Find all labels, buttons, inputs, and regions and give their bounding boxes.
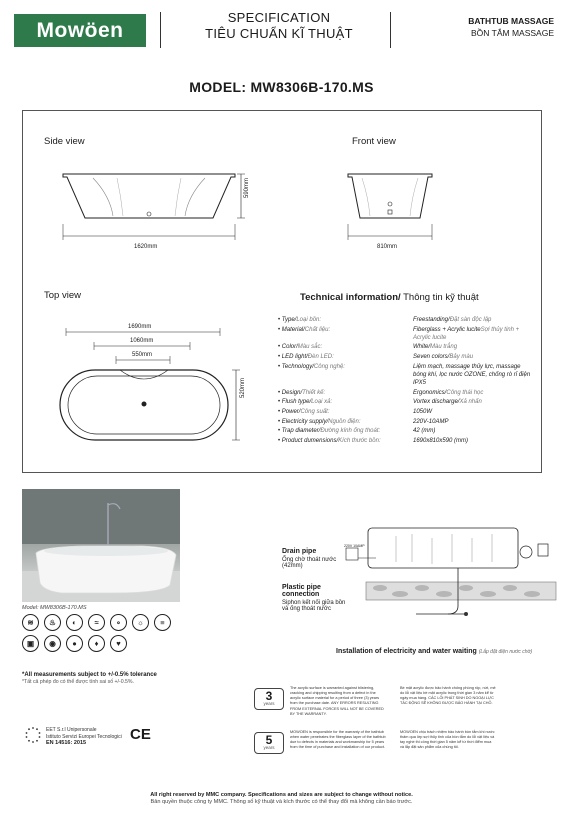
spec-value [413, 326, 532, 342]
install-title-en: Installation of electricity and water waiting [336, 648, 477, 655]
tech-title-en: Technical information/ [300, 292, 401, 303]
spec-value-vi: Màu trắng [430, 344, 458, 351]
side-width-label: 1620mm [134, 244, 158, 250]
drain-title: Drain pipe [282, 548, 317, 555]
side-height-label: 590mm [244, 177, 250, 198]
footer-vi: Bản quyền thuộc công ty MMC. Thông số kỹ thuật và kích thước có thể thay đổi mà không cần báo trước. [150, 799, 413, 805]
spec-value-en: 1050W [413, 409, 433, 416]
spec-row [278, 389, 532, 397]
spec-label-vi: Đường kính ống thoát: [320, 428, 381, 435]
side-view-drawing [55, 166, 250, 256]
tech-title-vi: Thông tin kỹ thuật [400, 292, 479, 303]
warranty-5-text-vi: MOWOEN chịu trách nhiệm bảo hành bồn tắm khi nước thấm qua lớp sợi thủy tinh của bồn tắm do lỗi vật liệu và tay nghề thi công thời gian 5 năm kể từ thời điểm mua và lắp đặt sản phẩm của chúng tôi. [400, 730, 495, 750]
spec-label [278, 408, 413, 416]
spec-label [278, 418, 413, 426]
spec-value-en: Fiberglass + Acrylic lucite [413, 326, 481, 333]
jet-icon: ≡ [154, 614, 171, 631]
spec-row [278, 437, 532, 445]
spec-value-vi: Sợi thủy tinh + Acrylic lucite [413, 326, 520, 341]
spec-label-en: Technology/ [281, 363, 314, 370]
feature-icons [22, 614, 182, 654]
spec-value-en: Seven colors/ [413, 354, 450, 361]
spec-label [278, 353, 413, 361]
spec-value-en: 1690x810x590 (mm) [413, 438, 469, 445]
spec-row [278, 408, 532, 416]
spec-value-vi: Đặt sàn độc lập [449, 317, 492, 323]
top-depth-label: 520mm [240, 377, 246, 398]
spec-label-vi: Thiết kế: [302, 389, 326, 396]
spec-label [278, 343, 413, 351]
spec-value [413, 437, 532, 445]
spec-label-en: LED light/ [281, 354, 308, 361]
led-icon: ◐ [66, 614, 83, 631]
spec-value-en: Freestanding/ [413, 317, 450, 323]
spec-label-vi: Loại bồn: [296, 317, 322, 323]
warranty-5-years: 5 [265, 733, 273, 747]
spec-row [278, 398, 532, 406]
spec-label-en: Electricity supply/ [281, 418, 329, 425]
temperature-icon: ☼ [132, 614, 149, 631]
spec-label-en: Power/ [281, 409, 301, 416]
certification-block [46, 727, 122, 747]
eu-stars-icon [24, 726, 42, 744]
category-block [404, 16, 554, 38]
warranty-3-text-vi: Bề mặt acrylic được bảo hành chống phồng rộp, nứt, mẻ do lỗi vật liệu bề mặt acrylic trong thời gian 3 năm kể từ ngày mua hàng. CÁC LỖI PHÁT SINH DO NGOẠI LỰC TÁC ĐỘNG SẼ KHÔNG ĐƯỢC BẢO HÀNH TẠI CHỖ. [400, 686, 496, 706]
drain-desc: Ống chờ thoát nước (42mm) [282, 557, 337, 569]
category-en: BATHTUB MASSAGE [468, 16, 554, 26]
ce-mark: CE [130, 726, 151, 743]
bathtub-photo-illustration [22, 489, 180, 602]
spec-label [278, 316, 413, 324]
plastic-desc: Siphon kết nối giữa bồn và ống thoát nước [282, 600, 346, 612]
spec-label-vi: Màu sắc: [297, 344, 323, 351]
spec-label-vi: Loại xả: [311, 399, 333, 406]
cert-standard: EN 14516: 2015 [46, 740, 87, 746]
spec-row [278, 326, 532, 342]
spec-value [413, 398, 532, 406]
spec-label [278, 326, 413, 334]
warranty-3-years: 3 [265, 689, 273, 703]
front-view-drawing [340, 166, 440, 256]
shield-icon: ♥ [110, 635, 127, 652]
cert-line2: Istituto Servizi Europei Tecnologici [46, 733, 122, 740]
spec-value-en: Liệm mạch, massage thủy lực, massage bóng khí, lọc nước OZONE, chống rò rỉ điện IPX5 [413, 363, 531, 387]
spec-value [413, 363, 532, 387]
spec-row [278, 363, 532, 387]
top-dim-1060: 1060mm [130, 338, 154, 344]
spec-label [278, 398, 413, 406]
measurement-note [22, 672, 157, 685]
pump-icon: ◉ [44, 635, 61, 652]
spec-label [278, 437, 413, 445]
power-tag: 220V 10AMP [344, 544, 365, 548]
footer [0, 792, 563, 805]
warranty-3-unit: years [263, 701, 275, 706]
measurement-en: *All measurements subject to +/-0.5% tolerance [22, 672, 157, 678]
spec-value-en: Ergonomics/ [413, 389, 447, 396]
spec-value [413, 343, 532, 351]
spec-label-en: Product dumensions/ [281, 438, 339, 445]
water-icon: ≈ [88, 614, 105, 631]
product-photo [22, 489, 180, 602]
spec-label-en: Flush type/ [281, 399, 312, 406]
spec-label [278, 363, 413, 371]
tech-spec-list [278, 316, 532, 447]
front-width-label: 810mm [377, 244, 398, 250]
spec-label [278, 389, 413, 397]
bubble-icon: ∘ [110, 614, 127, 631]
massage-icon: ≋ [22, 614, 39, 631]
spec-value [413, 427, 532, 435]
spec-label-vi: Đèn LED: [307, 354, 334, 361]
install-title [336, 648, 532, 655]
header-divider-2 [390, 12, 391, 48]
title-vi: TIÊU CHUẨN KĨ THUẬT [205, 26, 353, 41]
spec-label-vi: Công suất: [300, 409, 330, 416]
spec-label [278, 427, 413, 435]
heater-icon: ♦ [88, 635, 105, 652]
warranty-5-badge [254, 732, 284, 754]
spec-value [413, 389, 532, 397]
remote-icon: ▣ [22, 635, 39, 652]
spec-value-en: Vortex discharge/ [413, 399, 460, 406]
spec-label-en: Color/ [281, 344, 298, 351]
header-title-block [172, 10, 386, 41]
spec-label-en: Type/ [281, 317, 297, 323]
model-title: MODEL: MW8306B-170.MS [189, 79, 374, 95]
spec-value [413, 316, 532, 324]
category-vi: BỒN TẮM MASSAGE [471, 28, 554, 38]
spec-label-en: Trap diameter/ [281, 428, 321, 435]
spec-value [413, 418, 532, 426]
spec-label-vi: Kích thước bồn: [338, 438, 381, 445]
spec-row [278, 418, 532, 426]
spec-label-vi: Công nghệ: [313, 363, 345, 370]
warranty-5-text-en: MOWOEN is responsible for the warranty of the bathtub when water penetrates the fiberglass layer of the bathtub due to defects in materials and workmanship for 5 years from the time of purchase and installation of our product. [290, 730, 386, 750]
drain-pipe-block [282, 548, 348, 569]
light-icon: ● [66, 635, 83, 652]
footer-en: All right reserved by MMC company. Specifications and sizes are subject to change without notice. [150, 792, 413, 798]
spec-value-vi: Công thái học [446, 389, 484, 396]
spec-value-vi: Xả nhấn [459, 399, 482, 406]
top-dim-550: 550mm [132, 352, 153, 358]
photo-caption: Model: MW8306B-170.MS [22, 605, 87, 611]
ozone-icon: ♨ [44, 614, 61, 631]
spec-value-en: 42 (mm) [413, 428, 436, 435]
header-divider [160, 12, 161, 48]
spec-label-vi: Nguồn điện: [328, 418, 361, 425]
warranty-3-badge [254, 688, 284, 710]
top-dim-1690: 1690mm [128, 324, 152, 330]
spec-value-vi: Bảy màu [449, 354, 474, 361]
installation-diagram [336, 522, 558, 630]
warranty-5-unit: years [263, 745, 275, 750]
brand-logo: Mowöen [14, 14, 146, 47]
measurement-vi: *Tất cả phép đo có thể được tính sai số +/-0.5%. [22, 679, 134, 685]
spec-value-en: 220V-10AMP [413, 418, 449, 425]
warranty-3-text-en: The acrylic surface is warranted against blistering, cracking and chipping resulting from a defect in the acrylic surface material for a period of three (3) years from the purchase date. ANY ERRORS RESULTING FROM EXTERNAL FORCES WILL NOT BE COVERED BY THE WARRANTY. [290, 686, 384, 716]
plastic-pipe-block [282, 584, 348, 612]
side-view-title: Side view [44, 136, 85, 147]
spec-label-vi: Chất liệu: [304, 326, 331, 333]
top-view-title: Top view [44, 290, 81, 301]
spec-value [413, 408, 532, 416]
tech-title [300, 292, 479, 303]
spec-value [413, 353, 532, 361]
spec-row [278, 353, 532, 361]
install-title-vi: (Lắp đặt điện nước chờ) [478, 649, 533, 655]
spec-value-en: White/ [413, 344, 431, 351]
plastic-title: Plastic pipe connection [282, 584, 321, 598]
spec-row [278, 427, 532, 435]
spec-label-en: Material/ [281, 326, 305, 333]
spec-row [278, 343, 532, 351]
spec-label-en: Design/ [281, 389, 303, 396]
front-view-title: Front view [352, 136, 396, 147]
title-en: SPECIFICATION [227, 10, 331, 25]
spec-row [278, 316, 532, 324]
cert-line1: EET S.r.l Unipersonale [46, 727, 97, 733]
